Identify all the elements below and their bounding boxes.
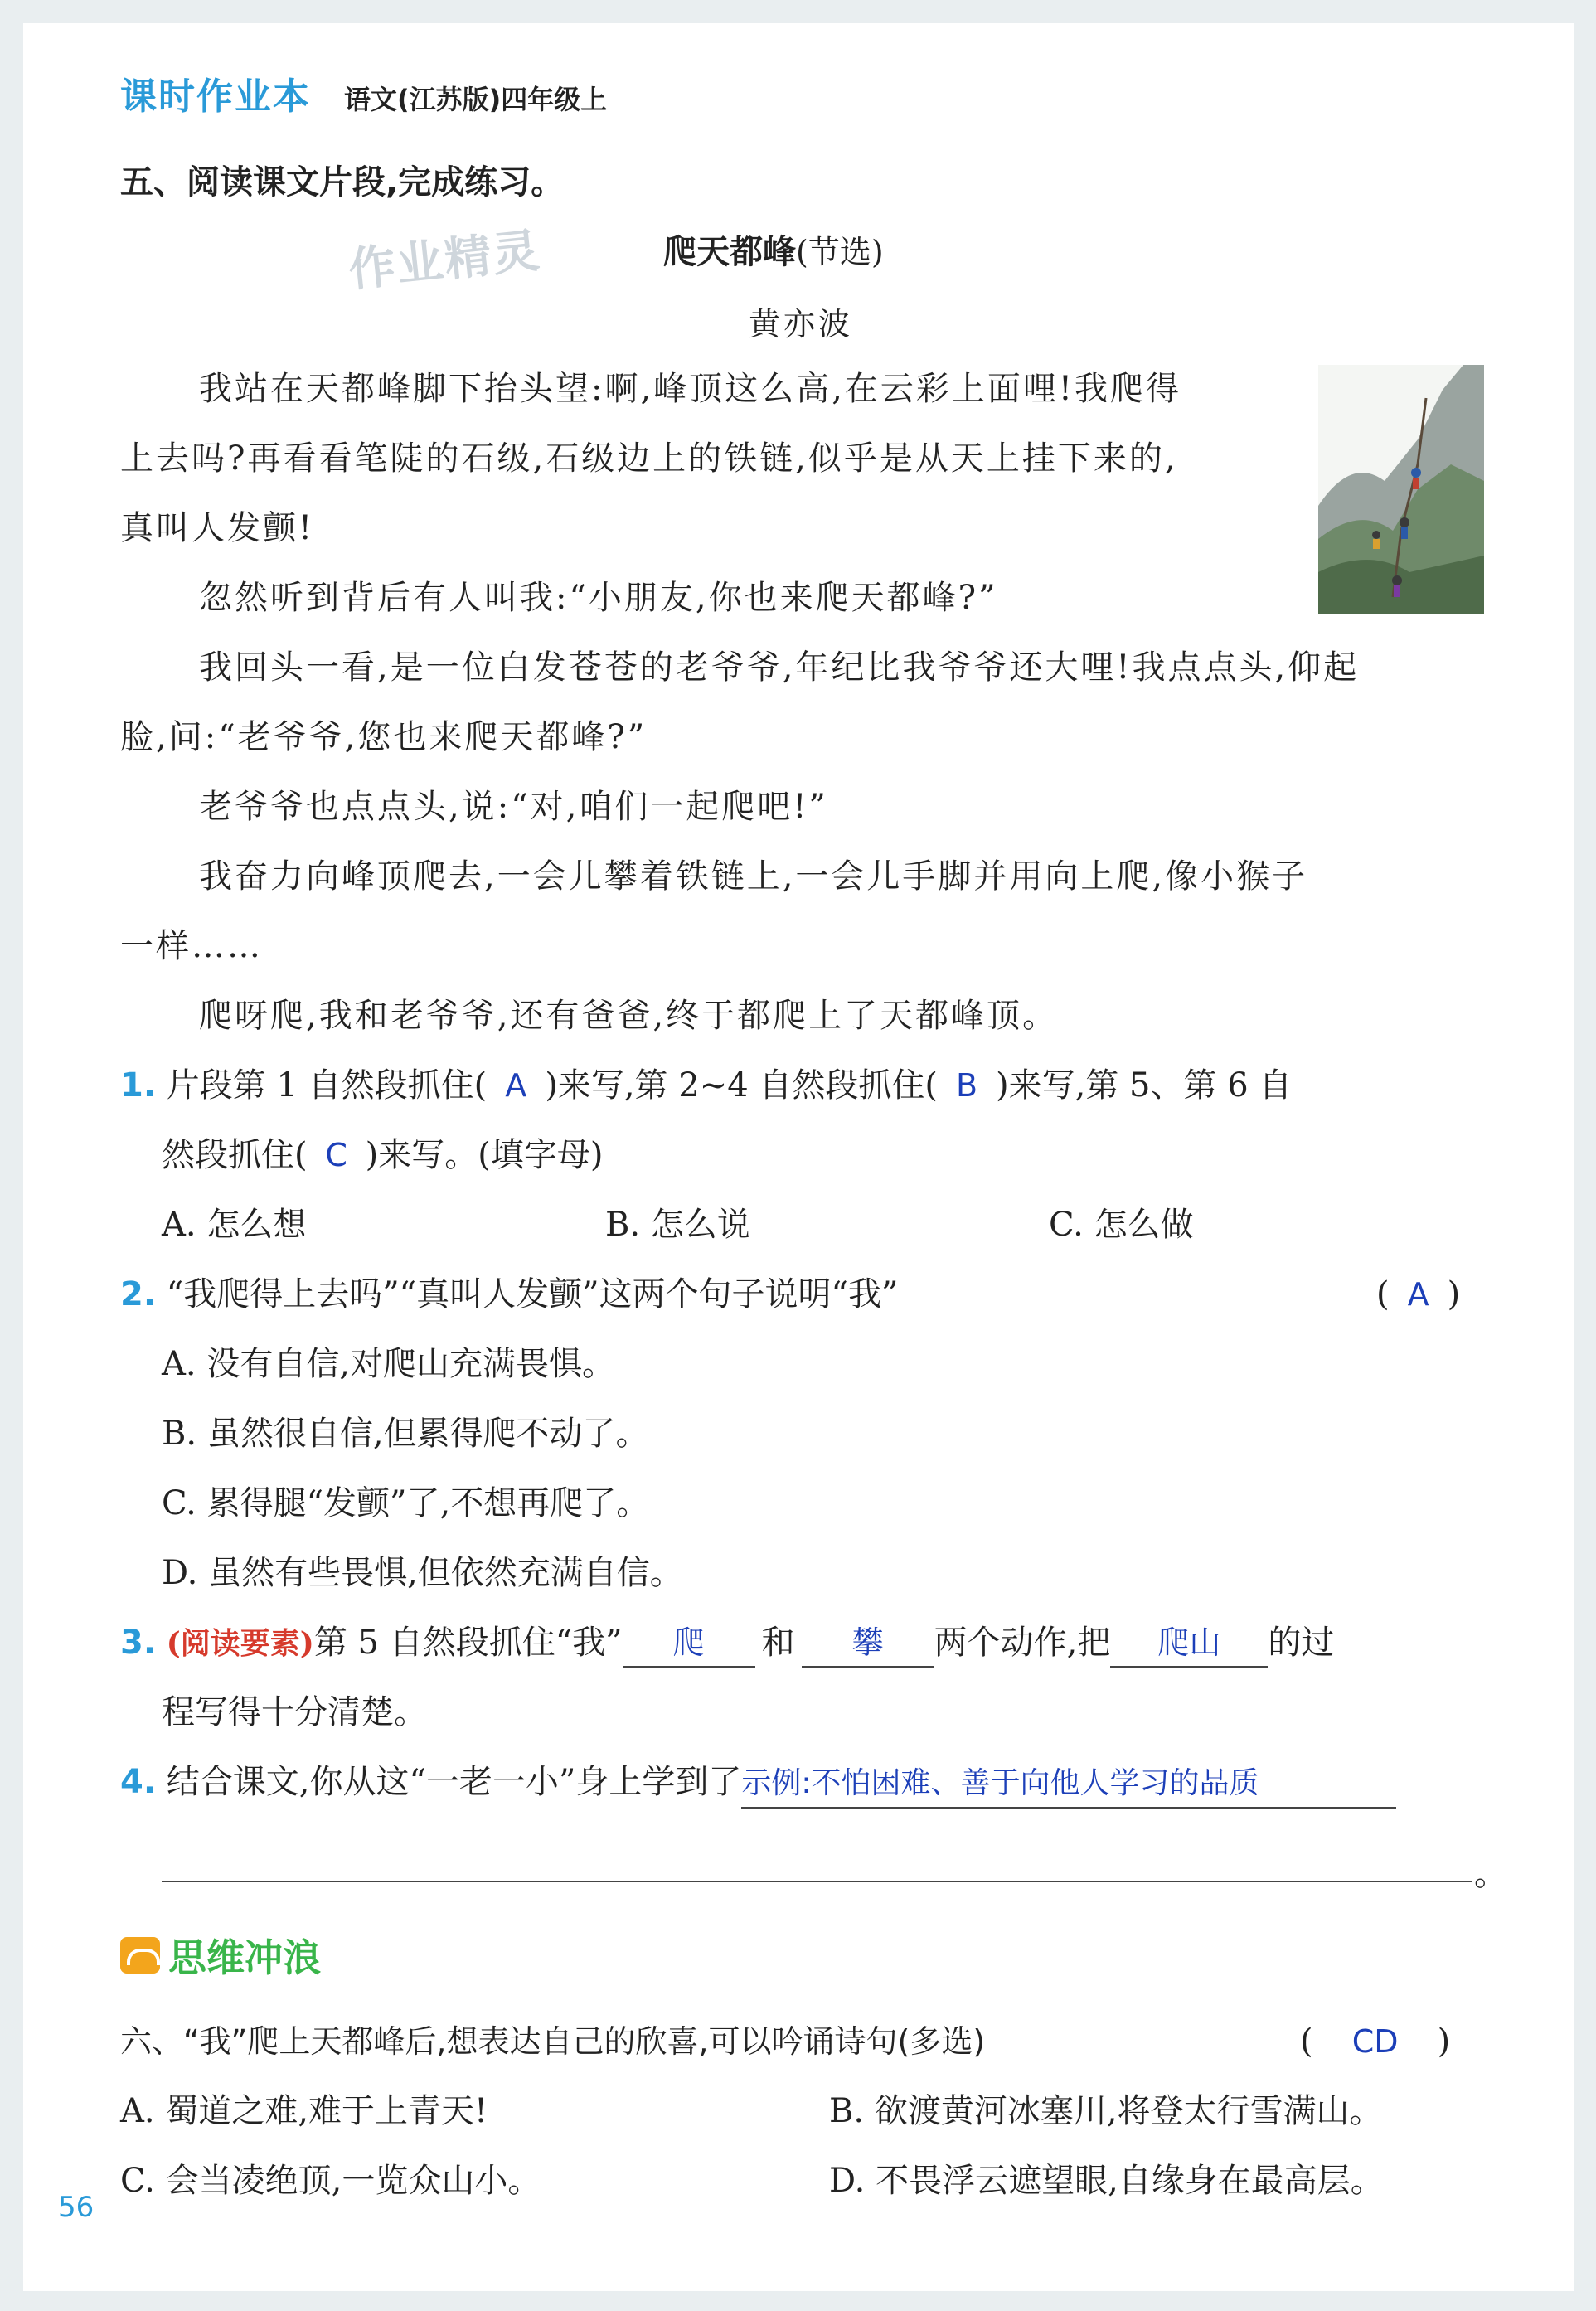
question-6-option-c: C. 会当凌绝顶,一览众山小。 [120,2162,541,2200]
question-4-answer-line[interactable]: 示例:不怕困难、善于向他人学习的品质 [741,1760,1396,1809]
paragraph-6: 爬呀爬,我和老爷爷,还有爸爸,终于都爬上了天都峰顶。 [199,997,1059,1035]
question-2-option-b: B. 虽然很自信,但累得爬不动了。 [162,1415,649,1453]
paragraph-2: 忽然听到背后有人叫我:“小朋友,你也来爬天都峰?” [199,579,998,617]
question-1-line-2 [162,1120,603,1190]
question-3-line-1 [120,1608,1334,1678]
passage-author: 黄亦波 [749,306,854,342]
question-2-stem [120,1260,898,1329]
question-3-line-2: 程写得十分清楚。 [162,1693,427,1731]
paragraph-1-line-3: 真叫人发颤! [120,509,315,547]
question-1-option-c: C. 怎么做 [1049,1206,1194,1244]
thinking-surf-label: 思维冲浪 [168,1935,321,1980]
brand-title: 课时作业本 [120,75,311,118]
subject-label: 语文(江苏版)四年级上 [344,84,608,115]
question-4-number: 4. [120,1763,157,1801]
question-2-option-a: A. 没有自信,对爬山充满畏惧。 [162,1345,616,1383]
question-6-option-b: B. 欲渡黄河冰塞川,将登太行雪满山。 [829,2092,1383,2130]
paragraph-4: 老爷爷也点点头,说:“对,咱们一起爬吧!” [199,788,828,826]
question-2-option-d: D. 虽然有些畏惧,但依然充满自信。 [162,1554,683,1592]
question-2-answer[interactable]: A [1407,1276,1429,1313]
paren-open: ( [1376,1275,1390,1313]
question-1-answer-3[interactable]: C [325,1137,347,1173]
question-3-text-d: 的过 [1268,1624,1335,1662]
question-2-answer-box[interactable] [1376,1260,1460,1329]
mountain-climbing-illustration [1318,365,1484,614]
passage-title [663,226,884,273]
wave-icon [120,1937,160,1974]
question-3-number: 3. [120,1624,157,1662]
paragraph-3-line-2: 脸,问:“老爷爷,您也来爬天都峰?” [120,718,648,756]
passage-title-main: 爬天都峰 [663,233,796,271]
question-4-text: 结合课文,你从这“一老一小”身上学到了 [166,1763,742,1801]
paragraph-5-line-2: 一样…… [120,927,263,965]
reading-element-tag: (阅读要素) [166,1626,314,1661]
section-5-title: 五、阅读课文片段,完成练习。 [120,163,565,201]
question-1-option-b: B. 怎么说 [605,1206,750,1244]
paragraph-1-line-2: 上去吗?再看看笔陡的石级,石级边上的铁链,似乎是从天上挂下来的, [120,439,1178,478]
question-6-answer-box[interactable] [1300,2007,1450,2076]
question-6-stem: 六、“我”爬上天都峰后,想表达自己的欣喜,可以吟诵诗句(多选) [120,2023,986,2060]
paragraph-1-line-1: 我站在天都峰脚下抬头望:啊,峰顶这么高,在云彩上面哩!我爬得 [199,370,1181,408]
question-1-text-d: 然段抓住( [162,1136,308,1174]
question-4-line-1 [120,1747,1396,1817]
question-3-text-b: 和 [761,1624,795,1662]
watermark: 作业精灵 [346,224,544,298]
question-4-answer-line-2[interactable] [162,1881,1472,1882]
question-3-blank-3[interactable]: 爬山 [1110,1619,1268,1668]
paragraph-3-line-1: 我回头一看,是一位白发苍苍的老爷爷,年纪比我爷爷还大哩!我点点头,仰起 [199,648,1360,687]
page-number: 56 [58,2191,95,2224]
question-6-answer[interactable]: CD [1351,2023,1399,2060]
question-3-text-a: 第 5 自然段抓住“我” [313,1624,623,1662]
question-4-end: 。 [1474,1855,1507,1893]
passage-title-sub: (节选) [796,234,884,270]
thinking-surf-header [120,1928,321,1983]
question-1-option-a: A. 怎么想 [162,1206,307,1244]
question-6-option-a: A. 蜀道之难,难于上青天! [120,2092,488,2130]
paren-close: ) [1447,1275,1461,1313]
question-1-text-a: 片段第 1 自然段抓住( [166,1066,488,1105]
question-3-text-c: 两个动作,把 [934,1624,1111,1662]
header [120,66,607,119]
paren-close: ) [1437,2022,1451,2061]
paragraph-5-line-1: 我奋力向峰顶爬去,一会儿攀着铁链上,一会儿手脚并用向上爬,像小猴子 [199,857,1308,896]
question-1-answer-1[interactable]: A [505,1067,527,1104]
question-1-text-b: )来写,第 2~4 自然段抓住( [545,1066,939,1105]
question-2-text: “我爬得上去吗”“真叫人发颤”这两个句子说明“我” [166,1275,899,1313]
question-3-blank-1[interactable]: 爬 [623,1619,755,1668]
question-1-number: 1. [120,1066,157,1105]
question-3-blank-2[interactable]: 攀 [802,1619,934,1668]
question-1-line-1 [120,1051,1292,1120]
paren-open: ( [1300,2022,1313,2061]
question-1-text-c: )来写,第 5、第 6 自 [996,1066,1293,1105]
question-1-text-e: )来写。(填字母) [365,1136,604,1174]
question-1-answer-2[interactable]: B [955,1067,978,1104]
question-6-option-d: D. 不畏浮云遮望眼,自缘身在最高层。 [829,2162,1384,2200]
question-2-option-c: C. 累得腿“发颤”了,不想再爬了。 [162,1484,650,1522]
question-2-number: 2. [120,1275,157,1313]
